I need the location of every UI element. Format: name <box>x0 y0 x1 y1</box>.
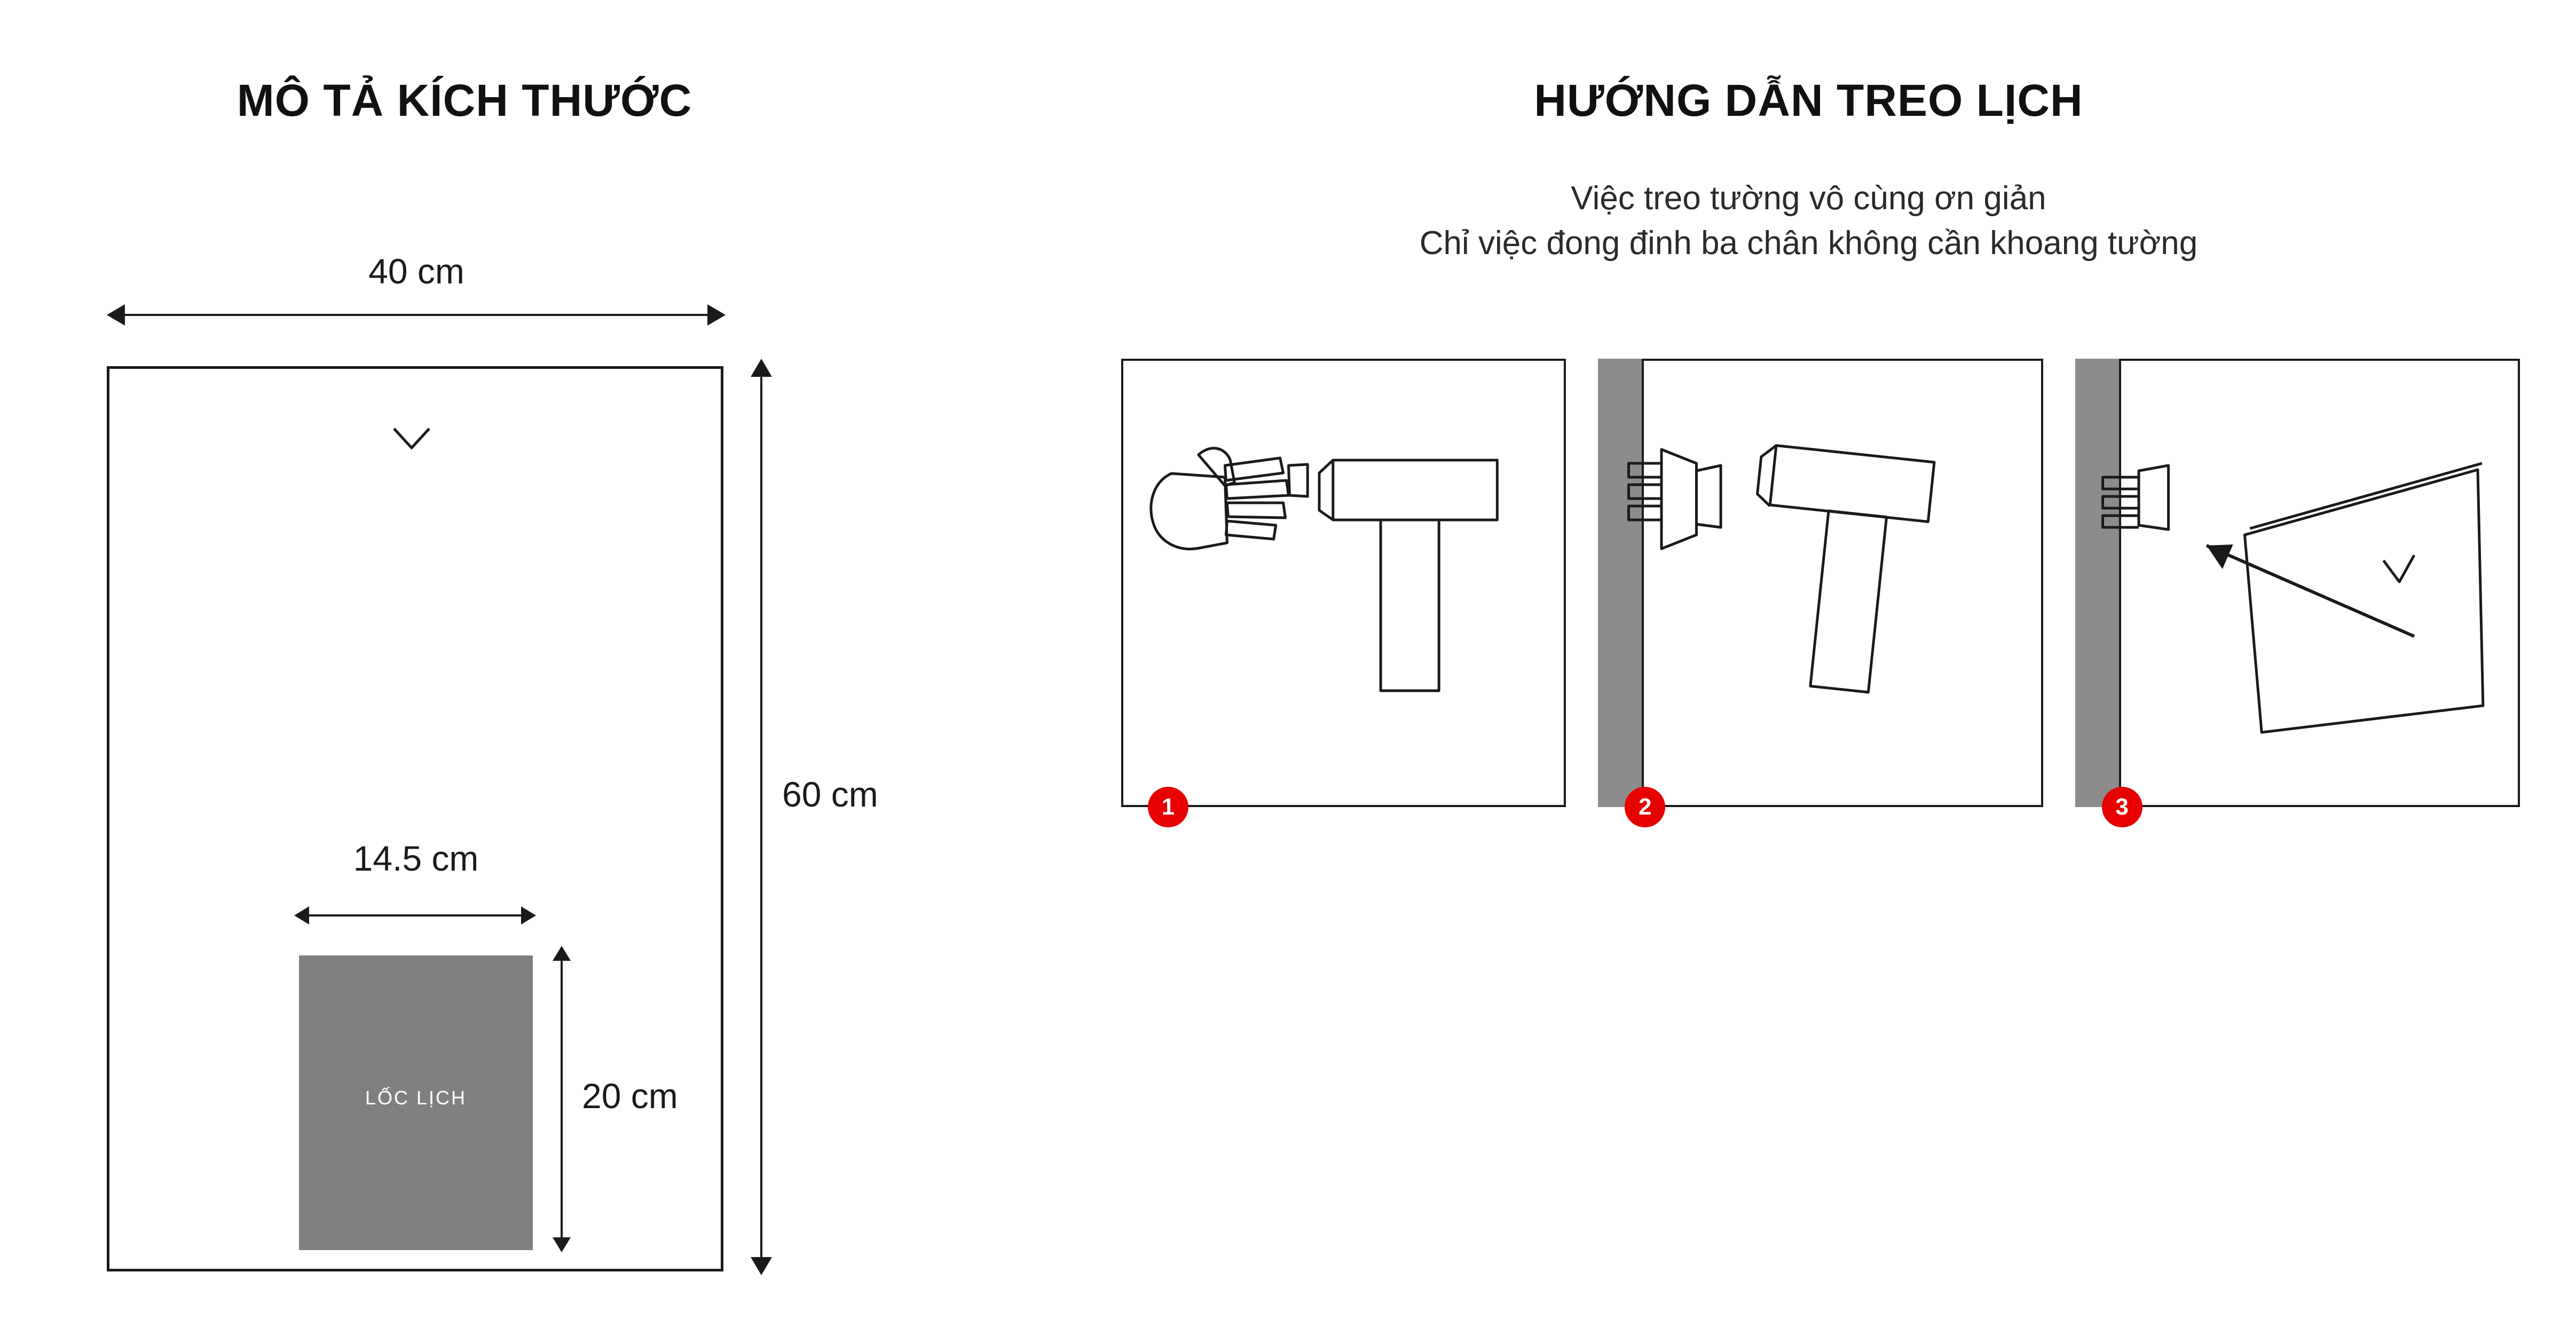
steps-container <box>1121 359 2520 820</box>
block-height-dimension-line <box>561 955 563 1250</box>
left-panel-title: MÔ TẢ KÍCH THƯỚC <box>237 75 692 125</box>
block-width-dimension-label: 14.5 cm <box>353 839 479 878</box>
nail-into-wall-with-hammer-icon <box>1598 359 2043 807</box>
block-width-dimension-line <box>302 914 530 917</box>
calendar-block-label: LỐC LỊCH <box>365 1087 467 1109</box>
step-3-number-badge: 3 <box>2102 787 2142 827</box>
arrow-left-small-icon <box>294 906 309 925</box>
arrow-up-small-icon <box>553 946 571 961</box>
arrow-down-small-icon <box>553 1237 571 1252</box>
height-dimension-label: 60 cm <box>782 775 878 814</box>
subtitle-line-1: Việc treo tường vô cùng ơn giản <box>1571 180 2046 217</box>
step-3 <box>2075 359 2520 820</box>
height-dimension-line <box>760 368 762 1270</box>
subtitle-line-2: Chỉ việc đong đinh ba chân không cần khoang tường <box>1419 224 2198 262</box>
arrow-right-small-icon <box>521 906 536 925</box>
calendar-block <box>299 955 533 1250</box>
size-description-panel <box>0 0 1041 1343</box>
right-panel-subtitle <box>1041 176 2576 265</box>
step-1-number-badge: 1 <box>1148 787 1188 827</box>
hanging-instructions-panel <box>1041 0 2576 1343</box>
block-height-dimension-label: 20 cm <box>582 1076 678 1116</box>
width-dimension-line <box>109 314 723 316</box>
hand-holding-nail-and-hammer-icon <box>1121 359 1566 807</box>
arrow-right-icon <box>707 304 726 326</box>
step-2 <box>1598 359 2043 820</box>
step-2-number-badge: 2 <box>1625 787 1665 827</box>
right-panel-title: HƯỚNG DẪN TREO LỊCH <box>1534 75 2083 125</box>
chevron-down-icon <box>392 427 431 449</box>
hanging-calendar-on-nail-icon <box>2075 359 2520 807</box>
step-1 <box>1121 359 1566 820</box>
arrow-down-icon <box>751 1257 772 1275</box>
width-dimension-label: 40 cm <box>368 251 464 291</box>
arrow-up-icon <box>751 359 772 377</box>
arrow-left-icon <box>107 304 125 326</box>
